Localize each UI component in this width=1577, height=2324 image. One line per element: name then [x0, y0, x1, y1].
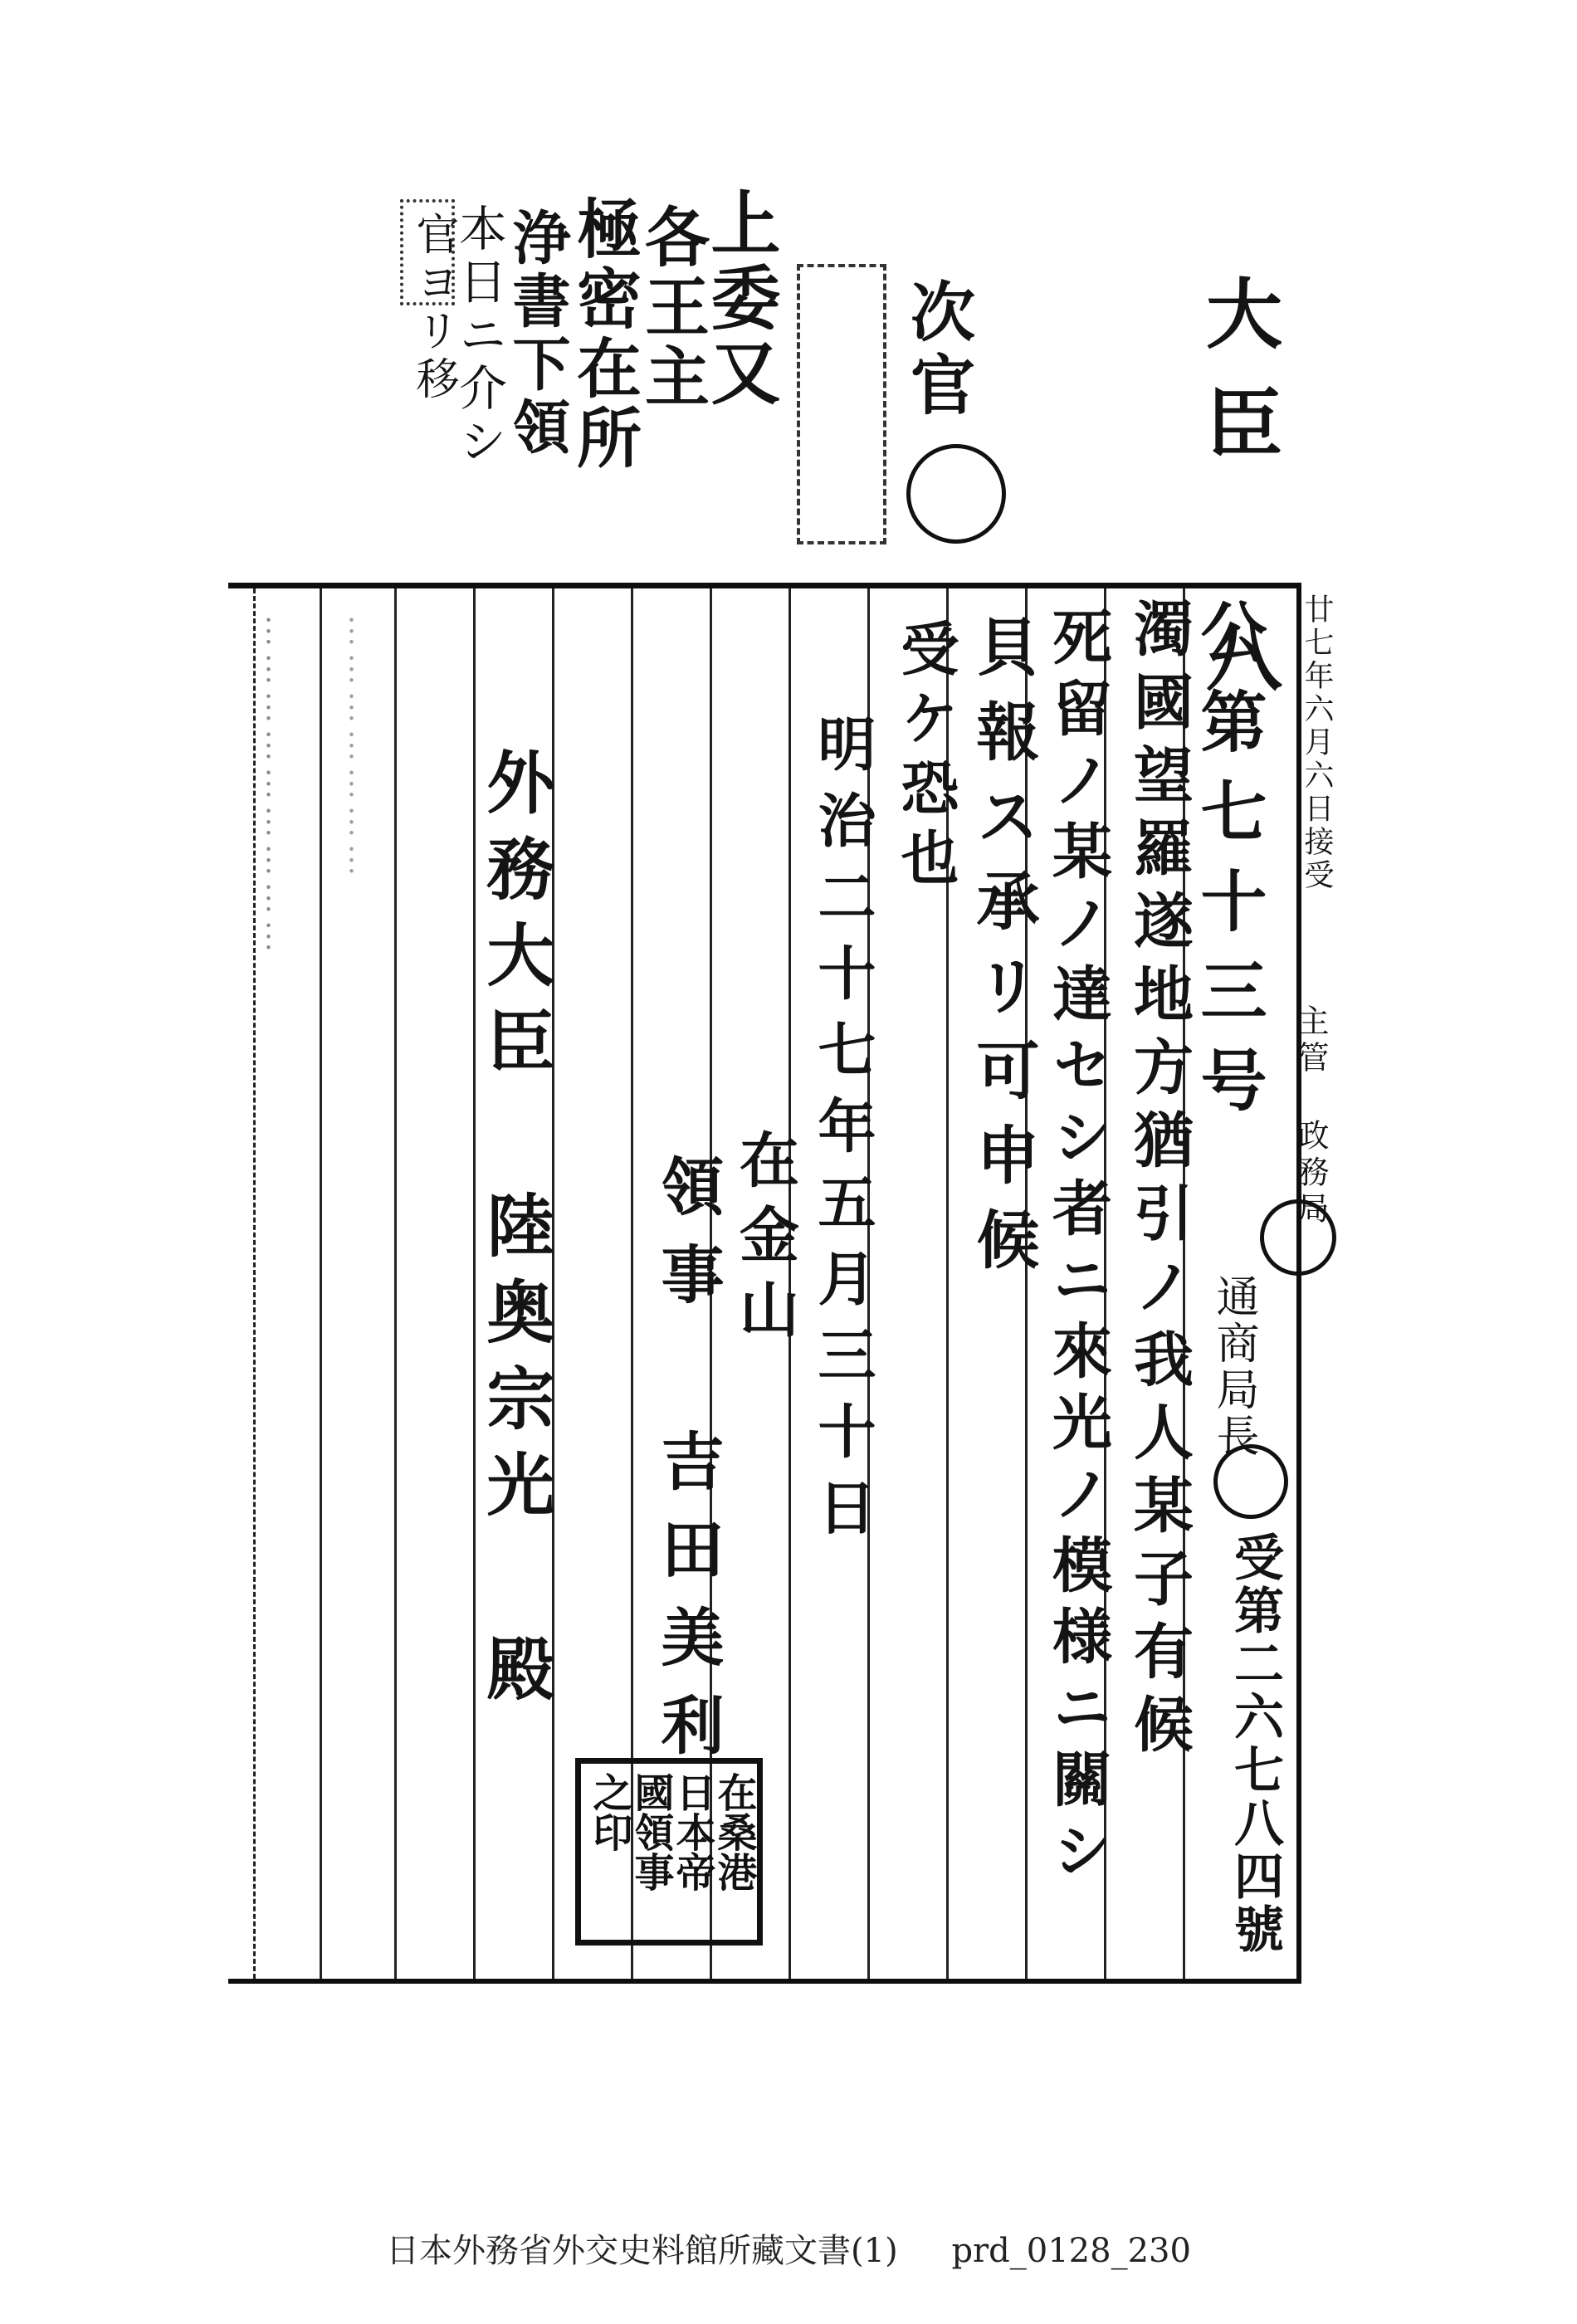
annotation-line-4: 浄書下領	[503, 208, 572, 460]
column-rule	[394, 588, 397, 1979]
receipt-number: 受第二六七八四號	[1226, 1531, 1284, 1956]
date-line: 明治二十七年五月三十日	[808, 714, 877, 1554]
vice-minister-seal-icon	[906, 444, 1006, 544]
form-print-marks: ︙︙︙︙︙︙︙	[330, 614, 368, 881]
annotation-line-5: 本日ニ介シ	[451, 203, 507, 469]
column-rule	[320, 588, 322, 1979]
body-line-1: 公第七十三号	[1189, 598, 1267, 1135]
recipient-line: 外務大臣 陸奥宗光 殿	[476, 747, 555, 1720]
body-line-3: 死留ノ某ノ達セシ者ニ來光ノ模様ニ關シ	[1042, 606, 1113, 1891]
annotation-line-6: 官ヨリ移	[408, 212, 458, 404]
post-line: 在金山	[730, 1129, 800, 1353]
form-print-marks: ︙︙︙︙︙︙︙︙︙	[247, 614, 285, 958]
minister-note: 大臣 八	[1194, 274, 1283, 725]
annotation-stamp-icon	[400, 199, 455, 305]
annotation-line-2: 各王主	[634, 203, 710, 413]
body-line-4: 貝報ス承リ可申候	[966, 614, 1040, 1291]
footer-caption	[0, 2224, 1577, 2272]
received-date: 廿七年六月六日接受	[1300, 593, 1334, 892]
vice-minister-note: 次官	[900, 278, 975, 424]
sender-line: 領事 吉田美利	[651, 1154, 725, 1780]
approval-box-icon	[797, 264, 886, 544]
bureau-label: 主管 政務局	[1292, 1004, 1329, 1228]
annotation-line-1: 上委又	[700, 187, 782, 411]
collection-label: 日本外務省外交史料館所藏文書(1)	[386, 2232, 898, 2270]
body-line-2: 濁國望羅遂地方猶引ノ我人某子有候	[1124, 598, 1194, 1766]
trade-bureau-label: 通商局長	[1208, 1274, 1258, 1460]
image-code-label: prd_0128_230	[951, 2232, 1191, 2270]
body-line-5: 受ケ恐也	[891, 618, 960, 897]
consulate-seal-icon: 在桑港 日本帝 國領事 之印	[575, 1758, 763, 1946]
annotation-line-3: 極密在所	[566, 195, 642, 474]
